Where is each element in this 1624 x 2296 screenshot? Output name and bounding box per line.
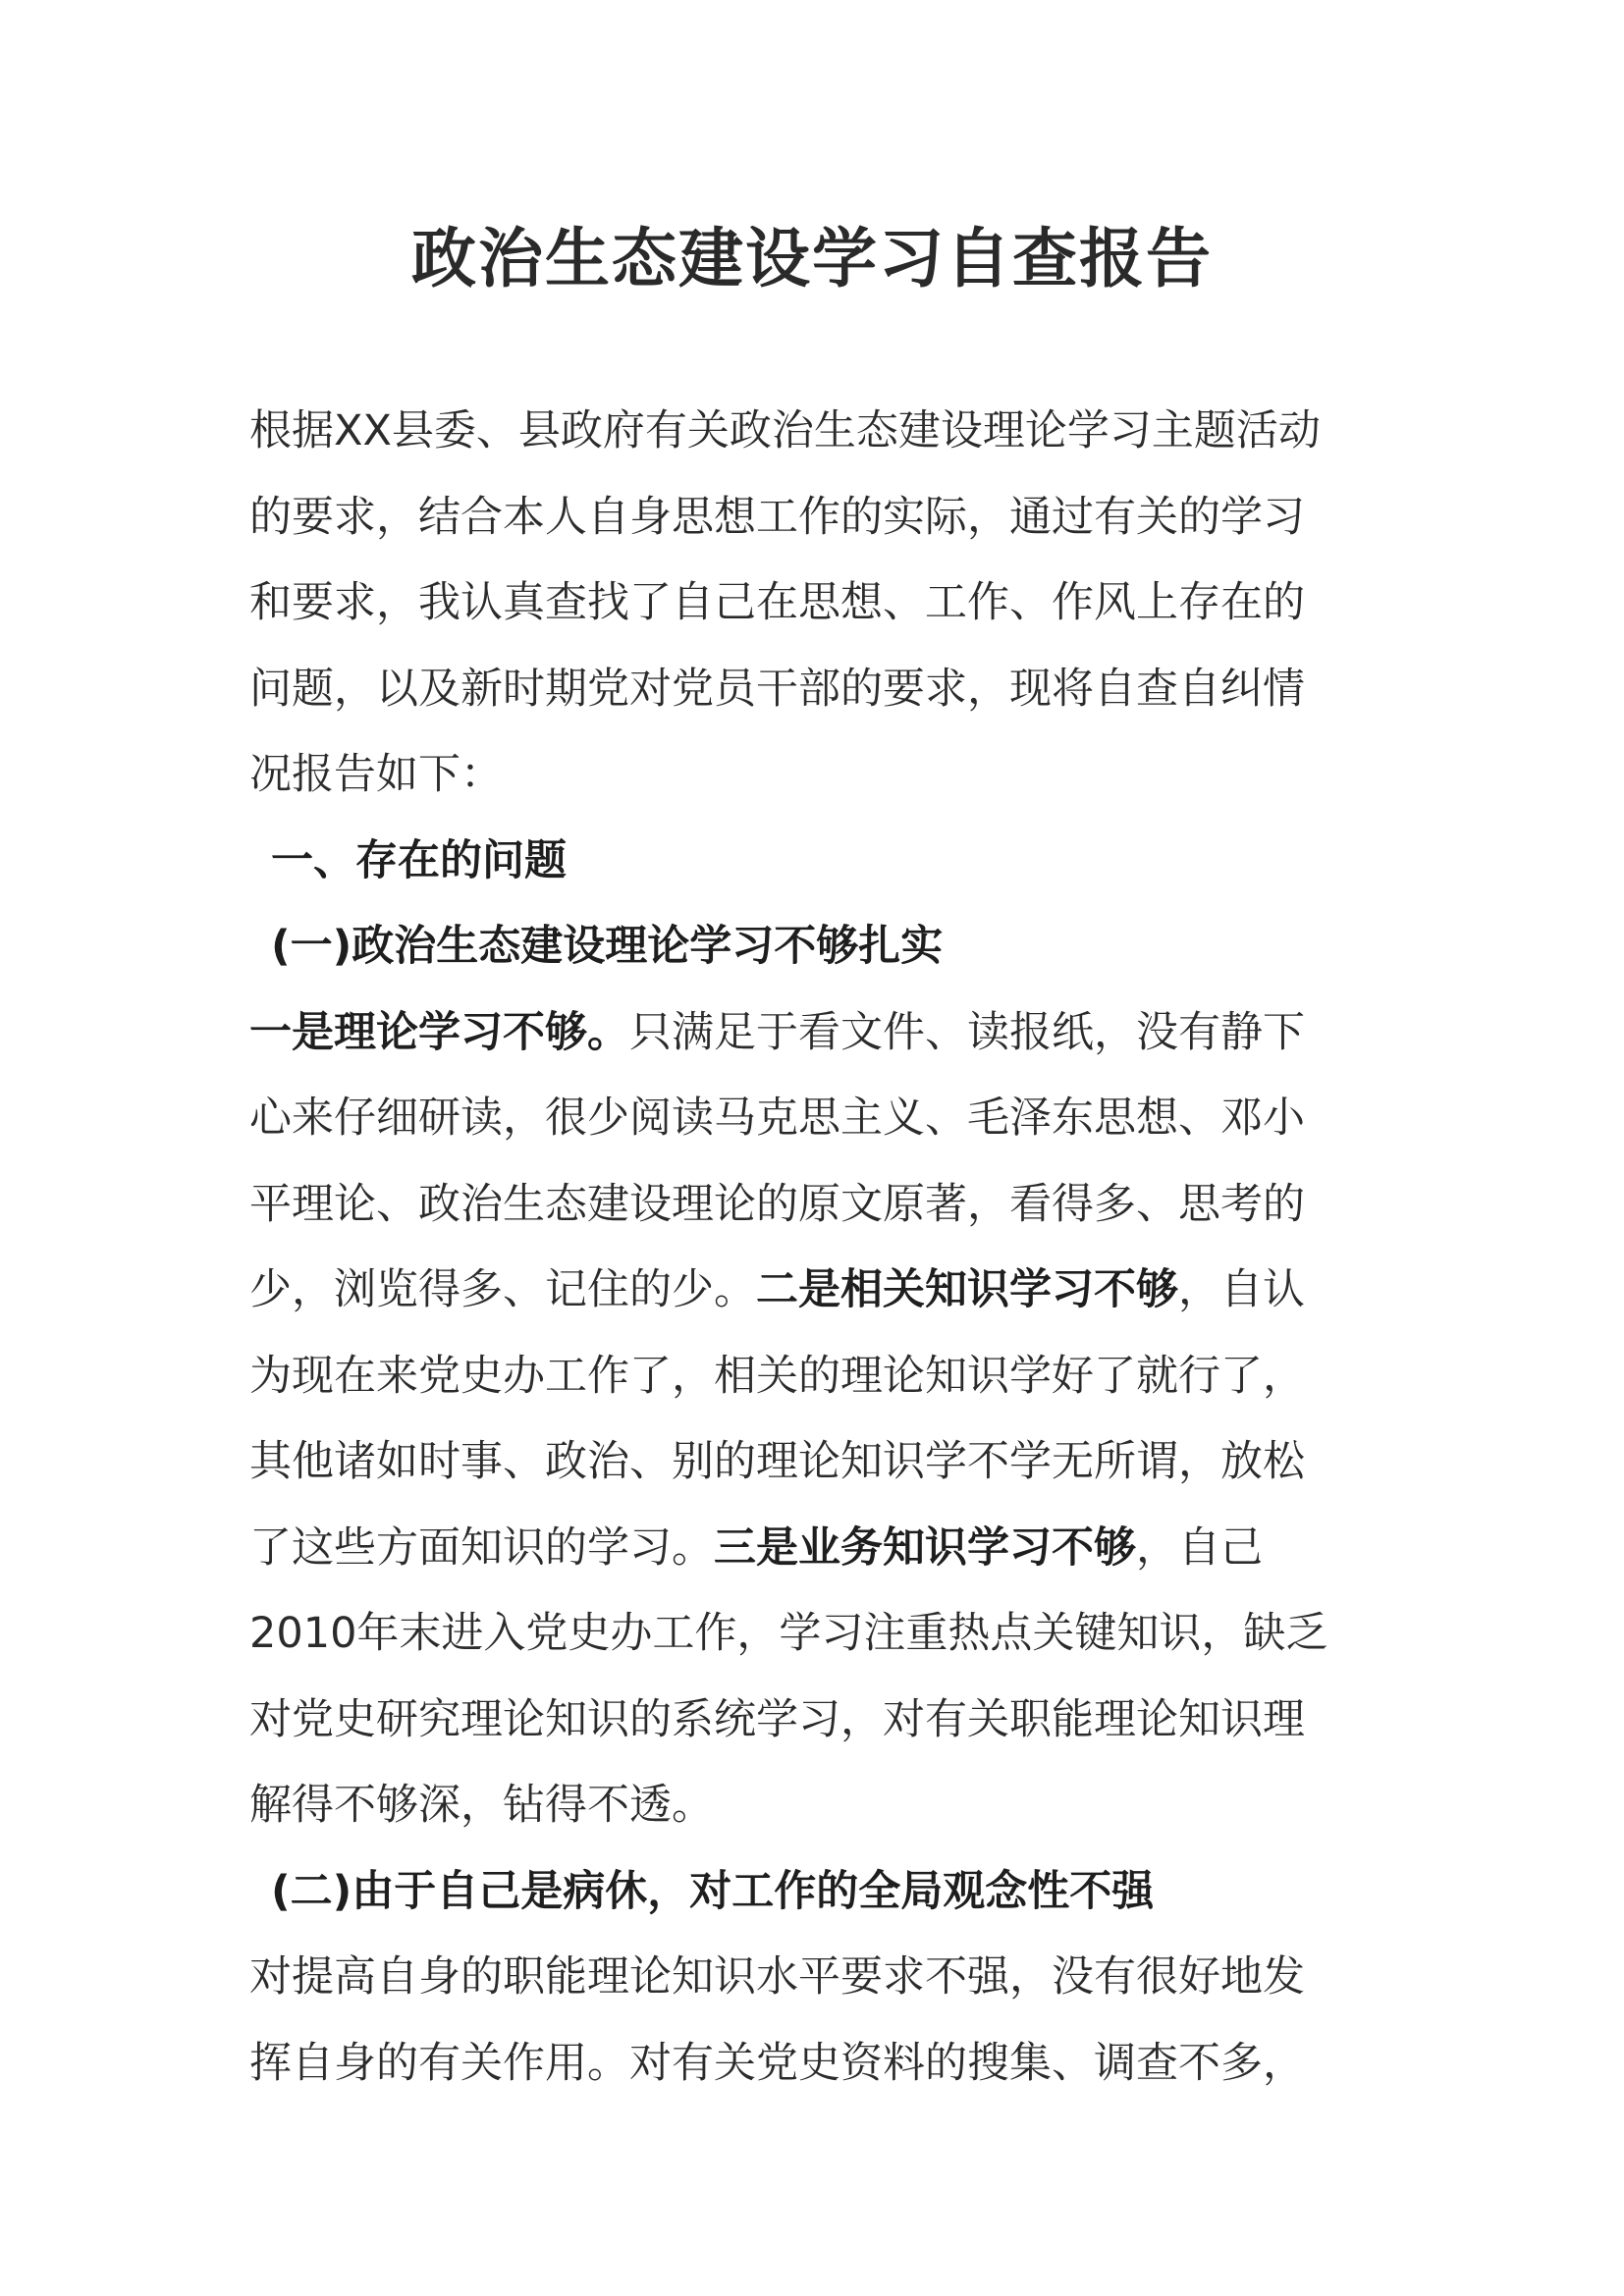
text-run: 对提高自身的职能理论知识水平要求不强，没有很好地发 (249, 1952, 1305, 2002)
text-run: 况报告如下： (249, 750, 503, 799)
paragraph-line (249, 1248, 1388, 1334)
paragraph-line (249, 561, 1388, 647)
paragraph-line (249, 1162, 1388, 1249)
paragraph-line (249, 2021, 1388, 2108)
text-run: 一、存在的问题 (271, 835, 567, 885)
text-run: (二)由于自己是病休，对工作的全局观念性不强 (271, 1866, 1155, 1916)
paragraph-line (249, 647, 1388, 733)
text-run: (一)政治生态建设理论学习不够扎实 (271, 922, 944, 971)
text-run: 和要求，我认真查找了自己在思想、工作、作风上存在的 (249, 578, 1305, 627)
text-run: 对党史研究理论知识的系统学习，对有关职能理论知识理 (249, 1694, 1305, 1744)
text-run: 了这些方面知识的学习。 (249, 1522, 714, 1573)
text-run: 根据XX县委、县政府有关政治生态建设理论学习主题活动 (249, 406, 1321, 455)
text-run: 只满足于看文件、读报纸，没有静下 (629, 1007, 1305, 1057)
text-run: ，自认 (1178, 1265, 1305, 1314)
document-body (249, 389, 1388, 2107)
paragraph-line (249, 732, 1388, 819)
paragraph-line (249, 1678, 1388, 1764)
section-heading (249, 819, 1388, 905)
bold-lead-phrase: 一是理论学习不够。 (249, 1007, 629, 1057)
paragraph-line (249, 1419, 1388, 1506)
subsection-heading (249, 1849, 1388, 1936)
bold-lead-phrase: 二是相关知识学习不够 (756, 1265, 1178, 1314)
subsection-heading (249, 904, 1388, 990)
paragraph-line (249, 1334, 1388, 1420)
paragraph-line (249, 1591, 1388, 1678)
text-run: ，自己 (1136, 1522, 1263, 1573)
text-run: 为现在来党史办工作了，相关的理论知识学好了就行了， (249, 1351, 1305, 1401)
paragraph-line (249, 475, 1388, 561)
bold-lead-phrase: 三是业务知识学习不够 (714, 1522, 1136, 1573)
text-run: 少，浏览得多、记住的少。 (249, 1265, 756, 1314)
text-run: 心来仔细研读，很少阅读马克思主义、毛泽东思想、邓小 (249, 1094, 1305, 1143)
paragraph-line (249, 1506, 1388, 1592)
paragraph-line (249, 1935, 1388, 2021)
text-run: 2010年末进入党史办工作，学习注重热点关键知识，缺乏 (249, 1609, 1328, 1658)
text-run: 问题，以及新时期党对党员干部的要求，现将自查自纠情 (249, 664, 1305, 714)
paragraph-line (249, 990, 1388, 1077)
paragraph-line (249, 1763, 1388, 1849)
paragraph-line (249, 1076, 1388, 1162)
document-title: 政治生态建设学习自查报告 (411, 220, 1213, 296)
text-run: 平理论、政治生态建设理论的原文原著，看得多、思考的 (249, 1179, 1305, 1229)
text-run: 的要求，结合本人自身思想工作的实际，通过有关的学习 (249, 492, 1305, 542)
text-run: 其他诸如时事、政治、别的理论知识学不学无所谓，放松 (249, 1437, 1305, 1486)
text-run: 解得不够深，钻得不透。 (249, 1781, 714, 1830)
paragraph-line (249, 389, 1388, 475)
text-run: 挥自身的有关作用。对有关党史资料的搜集、调查不多， (249, 2038, 1305, 2088)
